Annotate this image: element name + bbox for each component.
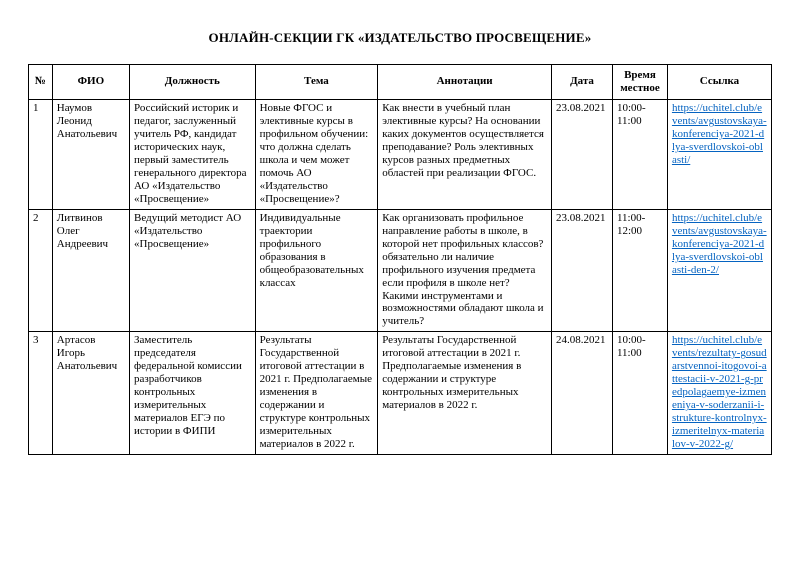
cell-fio: Наумов Леонид Анатольевич [52, 99, 129, 209]
cell-date: 23.08.2021 [552, 209, 613, 332]
cell-position: Заместитель председателя федеральной комиссии разработчиков контрольных измерительных материалов ЕГЭ по истории в ФИПИ [130, 332, 256, 455]
header-position: Должность [130, 65, 256, 100]
event-link[interactable]: https://uchitel.club/events/avgustovskaya-konferenciya-2021-dlya-sverdlovskoi-oblasti-den-2/ [671, 211, 767, 276]
cell-position: Российский историк и педагог, заслуженный учитель РФ, кандидат исторических наук, первый заместитель генерального директора АО «Издательство «Просвещение» [130, 99, 256, 209]
cell-annotation: Результаты Государственной итоговой аттестации в 2021 г. Предполагаемые изменения в содержании и структуре контрольных измерительных материалов в 2022 г. [378, 332, 552, 455]
cell-annotation: Как внести в учебный план элективные курсы? На основании каких документов осуществляется преподавание? Роль элективных курсов разных предметных областей при реализации ФГОС. [378, 99, 552, 209]
cell-time: 11:00-12:00 [612, 209, 667, 332]
cell-fio: Артасов Игорь Анатольевич [52, 332, 129, 455]
sessions-table [28, 64, 772, 455]
cell-time: 10:00-11:00 [612, 332, 667, 455]
cell-position: Ведущий методист АО «Издательство «Просвещение» [130, 209, 256, 332]
header-time: Время местное [612, 65, 667, 100]
header-topic: Тема [255, 65, 378, 100]
cell-num: 3 [29, 332, 53, 455]
table-row [29, 99, 772, 209]
cell-topic: Новые ФГОС и элективные курсы в профильном обучении: что должна сделать школа и чем может помочь АО «Издательство «Просвещение»? [255, 99, 378, 209]
cell-topic: Индивидуальные траектории профильного образования в общеобразовательных классах [255, 209, 378, 332]
table-row [29, 332, 772, 455]
table-header-row [29, 65, 772, 100]
cell-link [667, 332, 771, 455]
cell-link [667, 99, 771, 209]
event-link[interactable]: https://uchitel.club/events/avgustovskaya-konferenciya-2021-dlya-sverdlovskoi-oblasti/ [671, 101, 767, 166]
header-date: Дата [552, 65, 613, 100]
cell-date: 24.08.2021 [552, 332, 613, 455]
header-annotation: Аннотации [378, 65, 552, 100]
cell-num: 1 [29, 99, 53, 209]
header-num: № [29, 65, 53, 100]
cell-link [667, 209, 771, 332]
cell-fio: Литвинов Олег Андреевич [52, 209, 129, 332]
page-title: ОНЛАЙН-СЕКЦИИ ГК «ИЗДАТЕЛЬСТВО ПРОСВЕЩЕНИЕ» [208, 30, 592, 45]
header-fio: ФИО [52, 65, 129, 100]
table-row [29, 209, 772, 332]
event-link[interactable]: https://uchitel.club/events/rezultaty-gosudarstvennoi-itogovoi-attestacii-v-2021-g-predpolagaemye-izmeneniya-v-soderzanii-i-strukture-kontrolnyx-izmeritelnyx-materialov-v-2022-g/ [671, 334, 767, 451]
cell-time: 10:00-11:00 [612, 99, 667, 209]
cell-annotation: Как организовать профильное направление работы в школе, в которой нет профильных классов? обязательно ли наличие профильного изучения предмета если профиля в школе нет? Какими инструментами и возможностями обладают школа и учитель? [378, 209, 552, 332]
cell-num: 2 [29, 209, 53, 332]
cell-date: 23.08.2021 [552, 99, 613, 209]
cell-topic: Результаты Государственной итоговой аттестации в 2021 г. Предполагаемые изменения в содержании и структуре контрольных измерительных материалов в 2022 г. [255, 332, 378, 455]
header-link: Ссылка [667, 65, 771, 100]
